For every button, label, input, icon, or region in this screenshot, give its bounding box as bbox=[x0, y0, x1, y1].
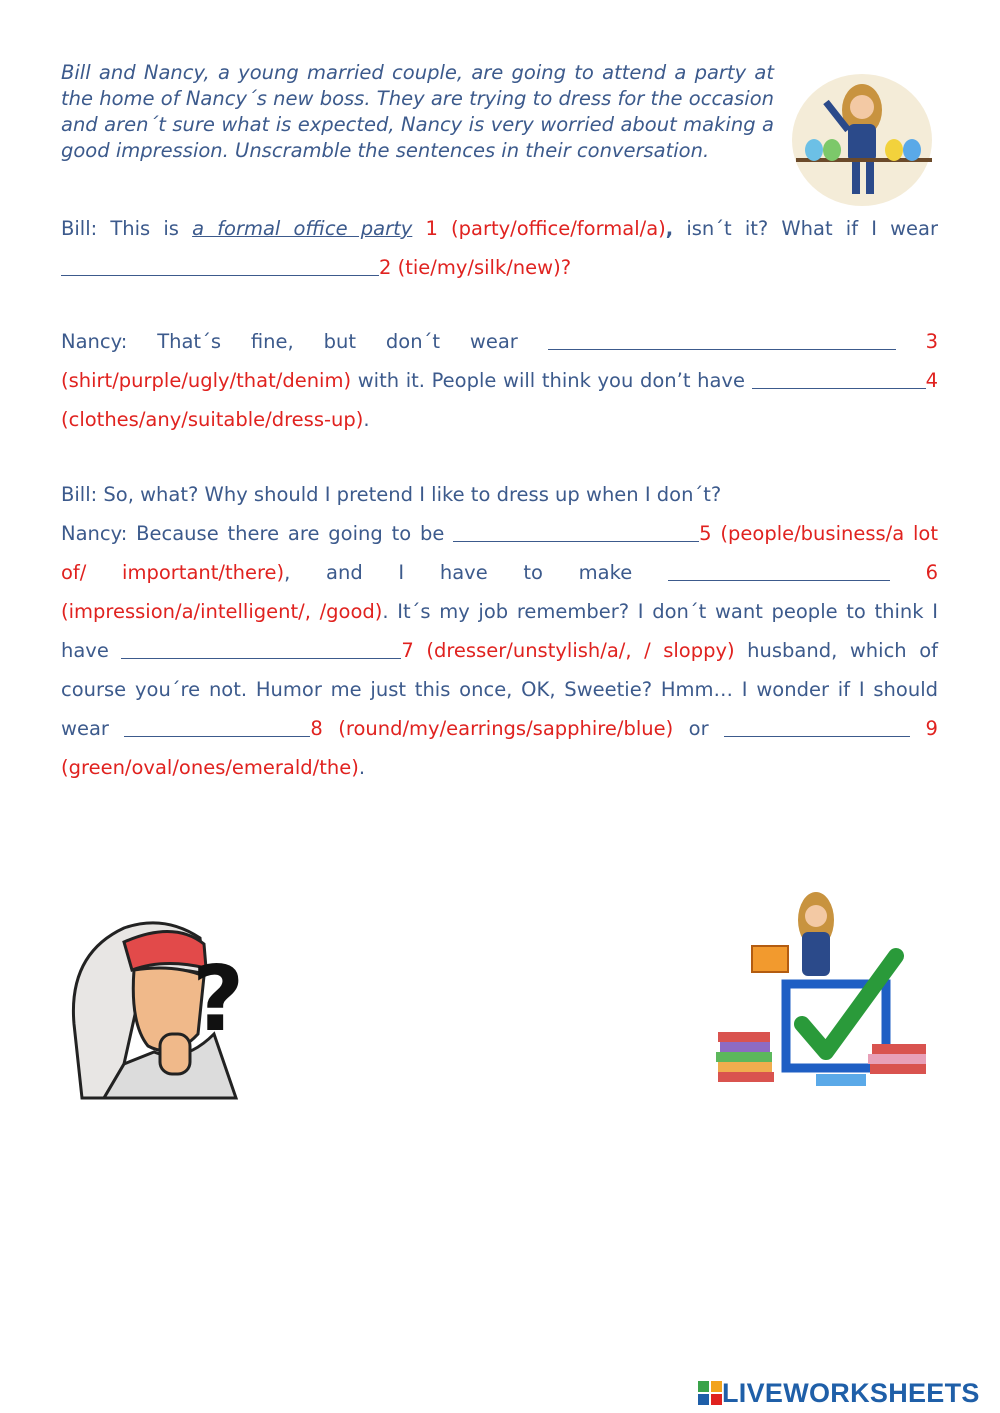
line-text: Bill: This is bbox=[61, 217, 193, 240]
hint-6: 6 (impression/a/intelligent/, /good) bbox=[61, 561, 939, 623]
paragraph-1 bbox=[61, 209, 938, 287]
bill-line: Bill: So, what? Why should I pretend I like to dress up when I don´t? bbox=[61, 483, 722, 506]
line-text: or bbox=[673, 717, 725, 740]
answer-blank-9[interactable] bbox=[724, 716, 910, 737]
line-text: with it. People will think you don’t have bbox=[351, 369, 752, 392]
liveworksheets-logo bbox=[698, 1378, 980, 1408]
hint-2: 2 (tie/my/silk/new)? bbox=[379, 256, 572, 279]
paragraph-3 bbox=[61, 475, 938, 787]
liveworksheets-logo-text: LIVEWORKSHEETS bbox=[722, 1377, 980, 1408]
hint-5: 5 (people/business/a lot of/ important/there) bbox=[61, 522, 938, 584]
thinking-boy-icon bbox=[64, 914, 254, 1102]
line-text: Nancy: Because there are going to be bbox=[61, 522, 454, 545]
hint-9: 9 (green/oval/ones/emerald/the) bbox=[61, 717, 938, 779]
avatar-with-birds-icon bbox=[786, 62, 938, 210]
line-text: . It´s my job remember? I don´t want people to think I have bbox=[61, 600, 938, 662]
comma: , bbox=[665, 217, 674, 240]
avatar-checkmark-books-icon bbox=[706, 884, 934, 1096]
hint-3: 3 (shirt/purple/ugly/that/denim) bbox=[61, 330, 938, 392]
answer-blank-7[interactable] bbox=[121, 638, 401, 659]
answer-blank-2[interactable] bbox=[61, 255, 379, 276]
svg-text:?: ? bbox=[192, 947, 245, 1052]
hint-1: 1 (party/office/formal/a) bbox=[412, 217, 666, 240]
answer-blank-8[interactable] bbox=[124, 716, 310, 737]
line-text: . bbox=[358, 756, 366, 779]
hint-8: 8 (round/my/earrings/sapphire/blue) bbox=[310, 717, 674, 740]
intro-text: Bill and Nancy, a young married couple, are going to attend a party at the home of Nancy´s new boss. They are trying to dress for the occasion and aren´t sure what is expected, Nancy is very worried about making a good impression. Unscramble the sentences in their conversation. bbox=[61, 61, 774, 162]
hint-7: 7 (dresser/unstylish/a/, / sloppy) bbox=[401, 639, 735, 662]
paragraph-2 bbox=[61, 322, 938, 439]
answer-blank-3[interactable] bbox=[548, 329, 896, 350]
line-text: . bbox=[363, 408, 370, 431]
answer-blank-6[interactable] bbox=[668, 560, 890, 581]
line-text: , and I have to make bbox=[284, 561, 668, 584]
line-text: husband, which of course you´re not. Humor me just this once, OK, Sweetie? Hmm… I wonder if I should wear bbox=[61, 639, 939, 740]
line-text: Nancy: That´s fine, but don´t wear bbox=[61, 330, 548, 353]
example-answer: a formal office party bbox=[192, 217, 413, 240]
answer-blank-5[interactable] bbox=[453, 521, 699, 542]
line-text: isn´t it? What if I wear bbox=[673, 217, 939, 240]
liveworksheets-logo-icon bbox=[698, 1381, 722, 1405]
answer-blank-4[interactable] bbox=[752, 368, 926, 389]
hint-4: 4 (clothes/any/suitable/dress-up) bbox=[61, 369, 938, 431]
